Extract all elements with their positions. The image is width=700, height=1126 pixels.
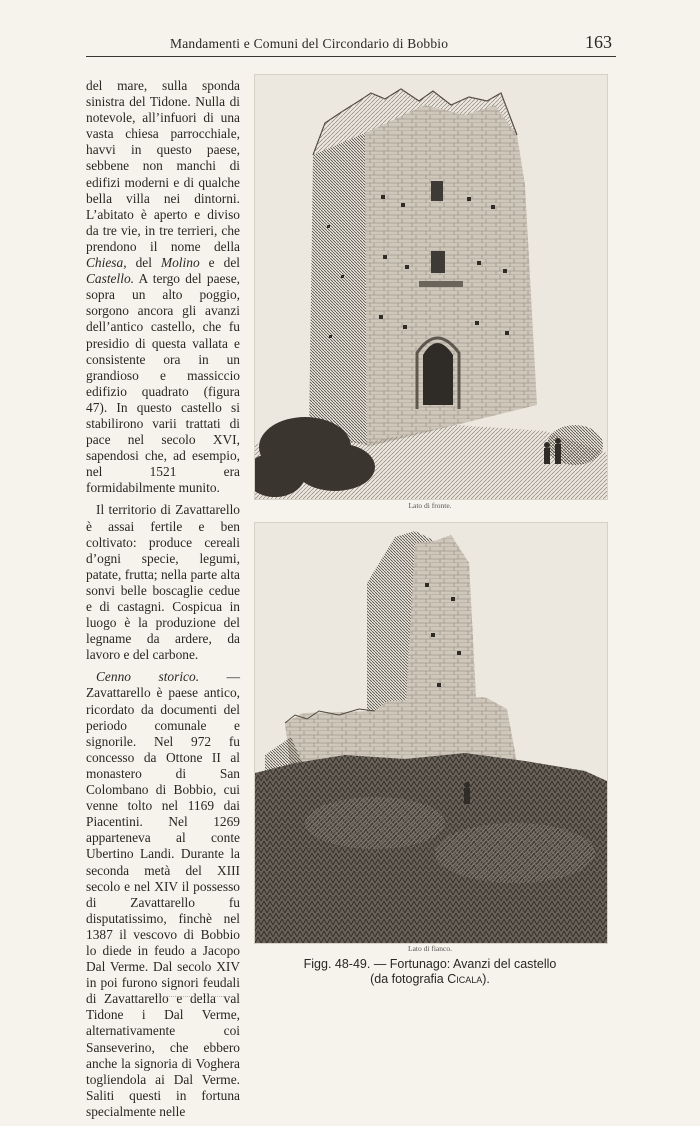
caption-front-side: Lato di fronte. bbox=[408, 501, 452, 510]
paragraph-3 bbox=[86, 669, 240, 1120]
caption-flank-side: Lato di fianco. bbox=[408, 944, 452, 953]
italic-castello: Castello. bbox=[86, 271, 134, 287]
paragraph-1-part-d: A tergo del paese, sopra un alto poggio, sorgono ancora gli avanzi dell’antico castello, che fu presidio di questa vallata e consistente ora in un grandioso e massiccio edifizio quadrato (figura 47). In questo castello si stabilirono varii trattati di pace nel secolo XVI, sapendosi che, ad esempio, nel 1521 era formidabilmente munito. bbox=[86, 271, 240, 496]
figure-caption-line-1: Figg. 48-49. — Fortunago: Avanzi del castello bbox=[303, 957, 557, 971]
castle-flank-engraving bbox=[255, 523, 607, 943]
figure-caption bbox=[254, 957, 606, 987]
section-label-cenno-storico: Cenno storico. bbox=[96, 669, 200, 685]
illustration-castle-flank bbox=[254, 522, 608, 944]
caption-credit-name: Cicala bbox=[447, 972, 483, 986]
caption-credit-prefix: (da fotografia bbox=[370, 972, 448, 986]
paragraph-1-part-b: del bbox=[126, 255, 161, 271]
paragraph-1-part-c: e del bbox=[199, 255, 240, 271]
figure-caption-line-2 bbox=[254, 972, 606, 987]
page-number: 163 bbox=[585, 32, 612, 52]
page-header bbox=[86, 30, 616, 57]
paragraph-3-body: — Zavattarello è paese antico, ricordato da documenti del periodo comunale e signorile. Nel 972 fu concesso da Ottone II al monastero di San Colombano di Bobbio, cui venne tolto nel 1169 dai Piacentini. Nel 1269 apparteneva al conte Ubertino Landi. Durante la seconda metà del XIII secolo e nel XIV il possesso di Zavattarello fu disputatissimo, finchè nel 1387 il vescovo di Bobbio lo diede in feudo a Jacopo Dal Verme. Dal secolo XIV in poi furono signori feudali di Zavattarello e della val Tidone i Dal Verme, alternativamente coi Sanseverino, che ebbero anche la signoria di Voghera togliendola ai Dal Verme. Saliti questi in fortuna specialmente nelle bbox=[86, 669, 240, 1119]
running-head: Mandamenti e Comuni del Circondario di Bobbio bbox=[170, 36, 449, 51]
paragraph-2: Il territorio di Zavattarello è assai fertile e ben coltivato: produce cereali d’ogni specie, legumi, patate, frutta; nella parte alta sonvi belle boscaglie cedue e di castagni. Cospicua in luogo è la produzione del legname da ardere, da lavoro e del carbone. bbox=[86, 502, 240, 663]
footer-dotted-rule bbox=[146, 996, 226, 998]
castle-front-engraving bbox=[255, 75, 607, 499]
caption-credit-suffix: ). bbox=[482, 972, 490, 986]
italic-chiesa: Chiesa, bbox=[86, 255, 127, 271]
italic-molino: Molino bbox=[160, 255, 200, 271]
illustration-castle-front bbox=[254, 74, 608, 500]
body-text-column bbox=[86, 78, 240, 1126]
paragraph-1-part-a: del mare, sulla sponda sinistra del Tidone. Nulla di notevole, all’infuori di una vasta chiesa parrocchiale, havvi in questo paese, sebbene non manchi di edifizi moderni e di qualche bella villa nei dintorni. L’abitato è aperto e diviso da tre vie, in tre terrieri, che prendono il nome della bbox=[86, 78, 240, 254]
paragraph-1 bbox=[86, 78, 240, 496]
